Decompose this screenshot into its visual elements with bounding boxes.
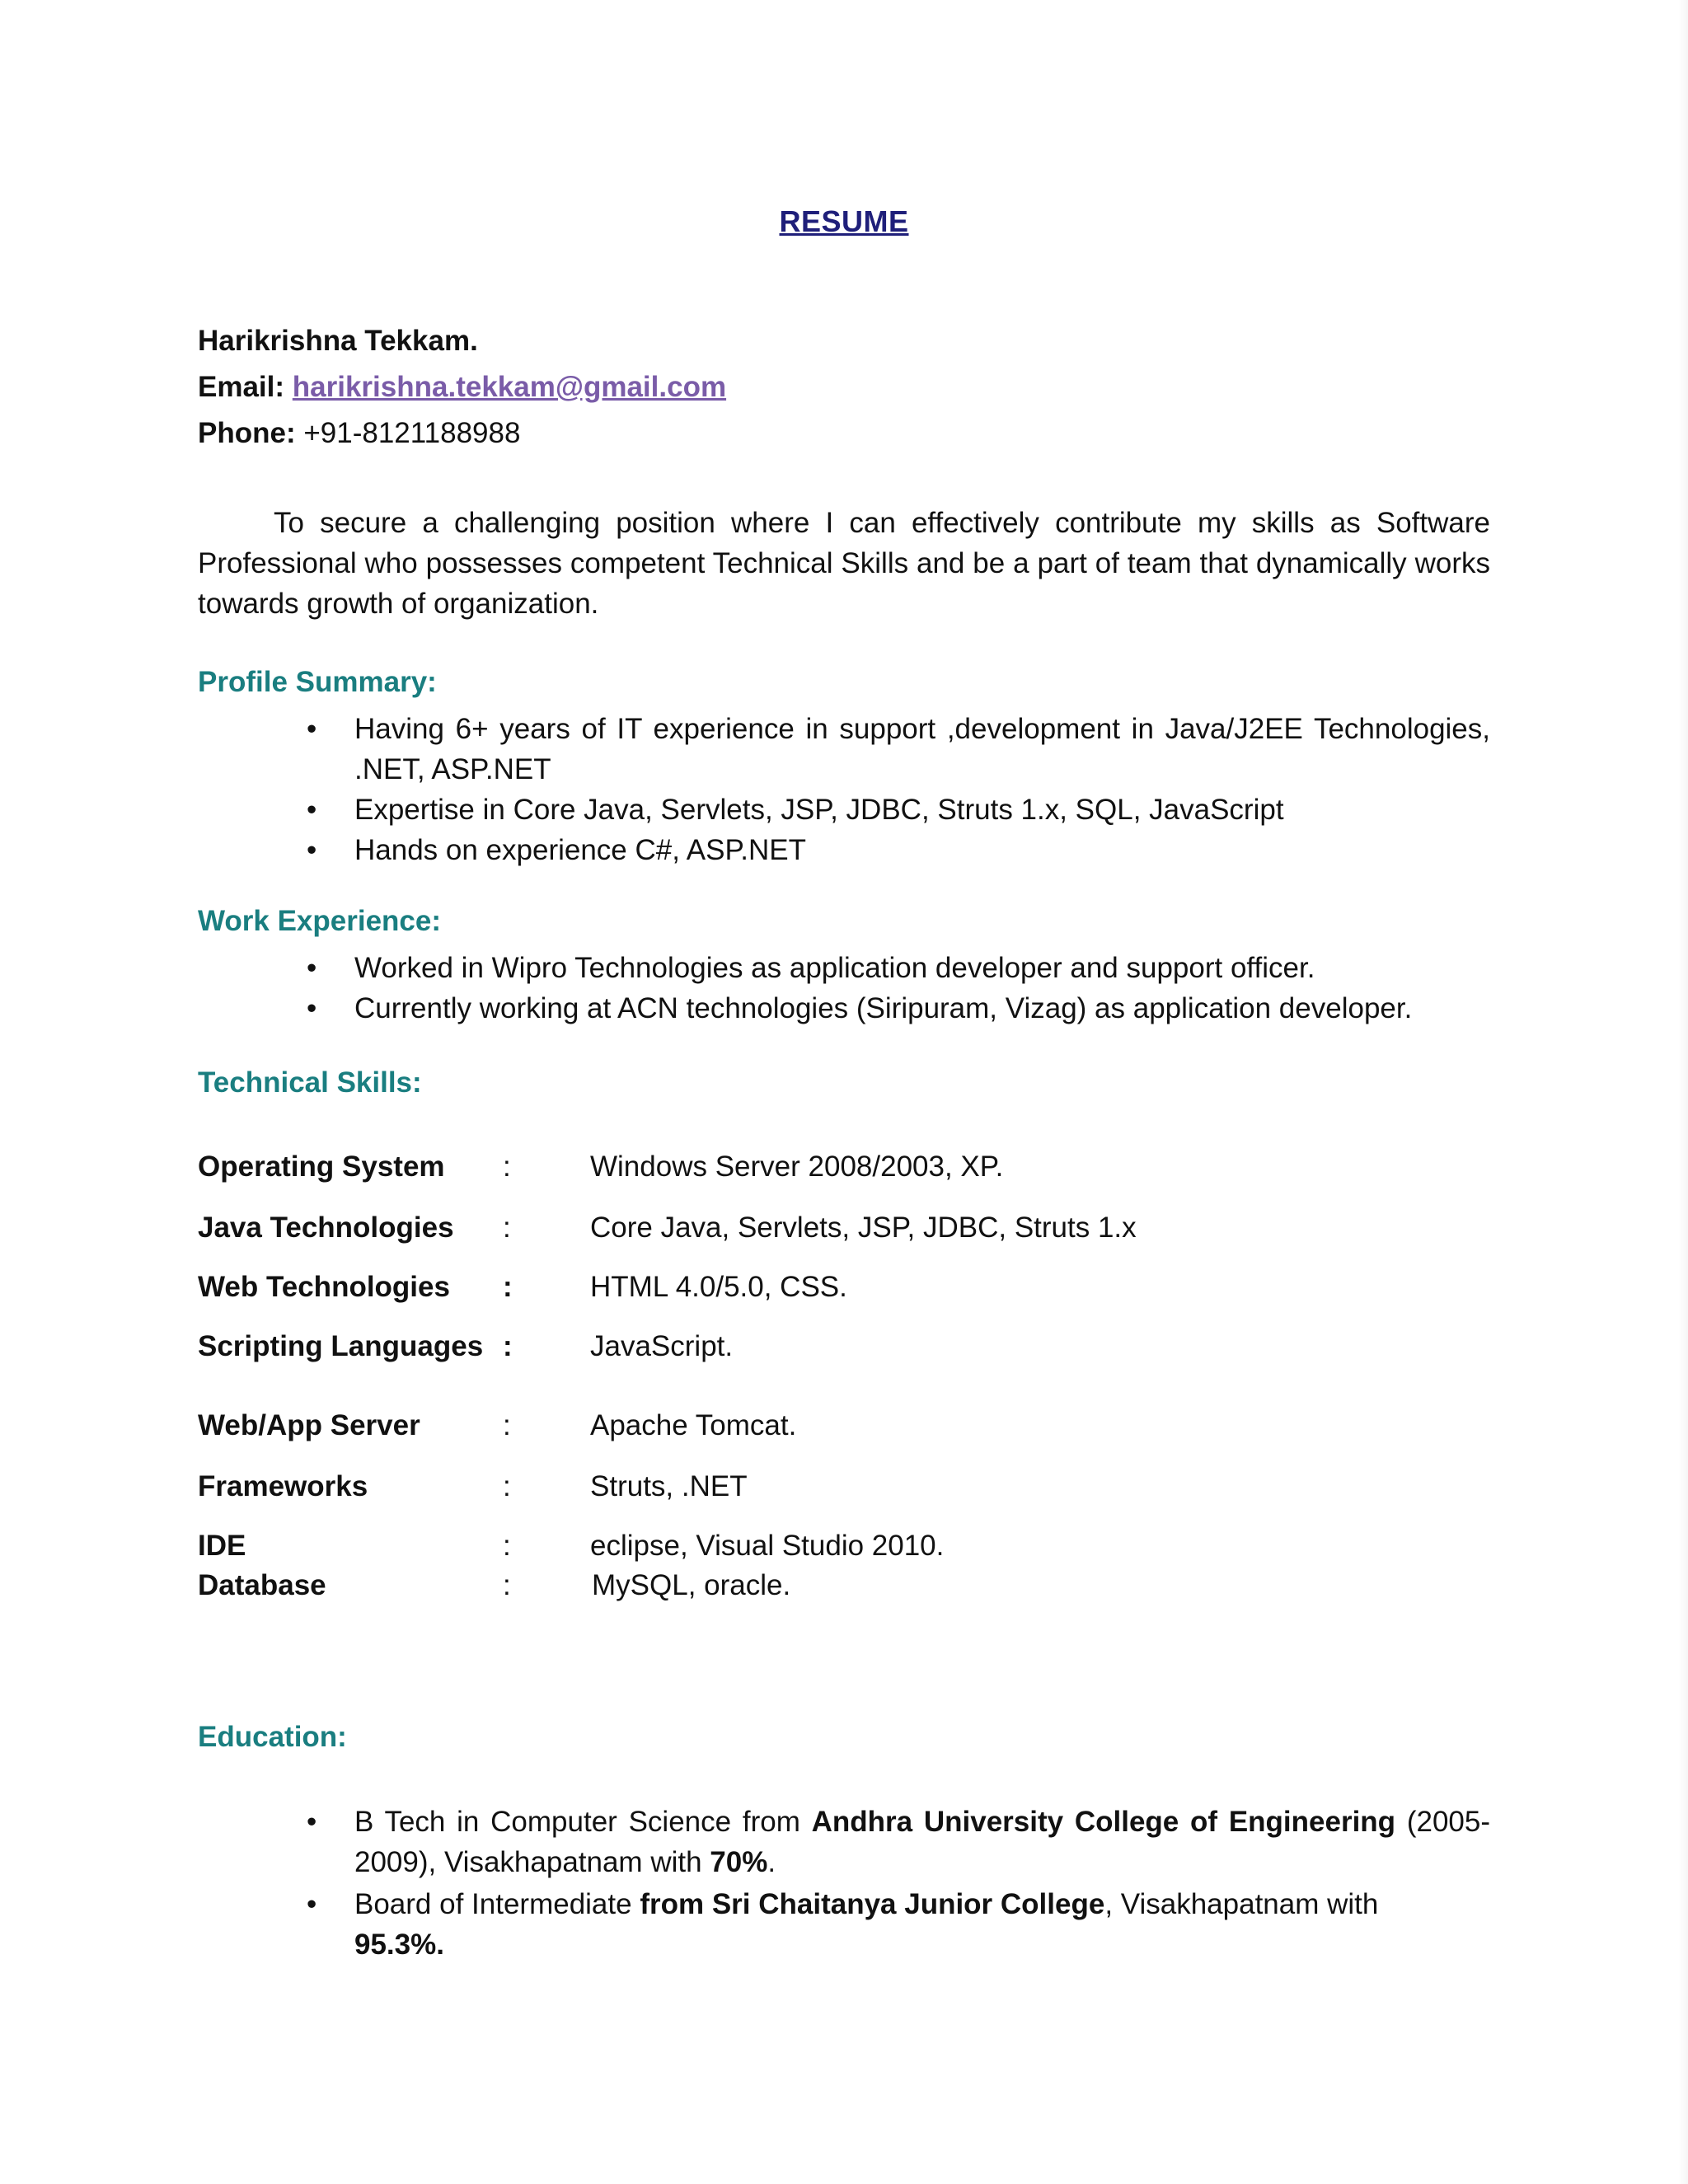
- skill-row: [198, 1409, 1434, 1451]
- bullet-icon: •: [307, 1888, 317, 1920]
- phone-line: [198, 410, 726, 457]
- skill-value: JavaScript.: [590, 1330, 734, 1362]
- bullet-icon: •: [307, 794, 317, 826]
- phone-label: Phone:: [198, 417, 296, 449]
- skill-row: [198, 1530, 1434, 1571]
- email-line: [198, 364, 726, 410]
- skill-row: [198, 1569, 1434, 1610]
- skill-label: Web Technologies: [198, 1271, 450, 1303]
- edu-text: (2005-2009), Visakhapatnam with: [354, 1806, 1490, 1878]
- skill-colon: :: [503, 1409, 511, 1441]
- list-item: [198, 830, 1490, 870]
- skill-value: HTML 4.0/5.0, CSS.: [590, 1271, 847, 1303]
- technical-skills-heading: Technical Skills:: [198, 1066, 422, 1099]
- skill-label: Frameworks: [198, 1470, 368, 1502]
- skill-label: Database: [198, 1569, 326, 1601]
- skill-row: [198, 1212, 1434, 1253]
- edu-text: , Visakhapatnam with: [1104, 1888, 1379, 1920]
- list-item: [198, 948, 1490, 988]
- contact-block: [198, 318, 726, 457]
- skill-row: [198, 1151, 1434, 1192]
- education-list: [198, 1802, 1490, 1965]
- list-item-text: Worked in Wipro Technologies as application developer and support officer.: [354, 952, 1315, 984]
- edu-text: .: [767, 1846, 776, 1878]
- skill-row: [198, 1271, 1434, 1312]
- email-link[interactable]: harikrishna.tekkam@gmail.com: [292, 371, 727, 403]
- profile-summary-list: [198, 709, 1490, 870]
- skill-label: Web/App Server: [198, 1409, 420, 1441]
- skill-colon: :: [503, 1569, 511, 1601]
- list-item-text: Expertise in Core Java, Servlets, JSP, JDBC, Struts 1.x, SQL, JavaScript: [354, 794, 1284, 826]
- objective-paragraph: To secure a challenging position where I can effectively contribute my skills as Software Professional who possesses competent Technical Skills and be a part of team that dynamically works towards growth of organization.: [198, 507, 1490, 620]
- skill-value: Windows Server 2008/2003, XP.: [590, 1151, 1004, 1183]
- edu-grade: 70%: [710, 1846, 768, 1878]
- skill-row: [198, 1330, 1434, 1371]
- bullet-icon: •: [307, 1806, 317, 1838]
- skill-colon: :: [503, 1530, 511, 1562]
- document-title: RESUME: [779, 204, 909, 238]
- list-item: [198, 988, 1490, 1029]
- list-item-text: Having 6+ years of IT experience in support ,development in Java/J2EE Technologies, .NET, ASP.NET: [354, 713, 1490, 785]
- skill-value: Struts, .NET: [590, 1470, 748, 1502]
- phone-value: +91-8121188988: [303, 417, 521, 449]
- list-item: [198, 709, 1490, 790]
- edu-grade: 95.3%.: [354, 1929, 444, 1961]
- list-item: [198, 1884, 1490, 1965]
- bullet-icon: •: [307, 992, 317, 1024]
- edu-institution: Andhra University College of Engineering: [811, 1806, 1396, 1838]
- skill-value: Apache Tomcat.: [590, 1409, 797, 1441]
- skill-label: Java Technologies: [198, 1212, 454, 1244]
- bullet-icon: •: [307, 952, 317, 984]
- bullet-icon: •: [307, 713, 317, 745]
- skill-colon: :: [503, 1151, 511, 1183]
- skill-value: Core Java, Servlets, JSP, JDBC, Struts 1.x: [590, 1212, 1137, 1244]
- skill-colon: :: [503, 1271, 513, 1303]
- skill-label: Scripting Languages: [198, 1330, 484, 1362]
- edu-text: Board of Intermediate: [354, 1888, 640, 1920]
- list-item-text: Currently working at ACN technologies (Siripuram, Vizag) as application developer.: [354, 992, 1413, 1024]
- skill-value: eclipse, Visual Studio 2010.: [590, 1530, 945, 1562]
- skill-label: Operating System: [198, 1151, 445, 1183]
- edu-institution: from Sri Chaitanya Junior College: [640, 1888, 1105, 1920]
- candidate-name: Harikrishna Tekkam.: [198, 325, 478, 357]
- skill-value: MySQL, oracle.: [592, 1569, 791, 1601]
- profile-summary-heading: Profile Summary:: [198, 666, 437, 698]
- list-item-text: Hands on experience C#, ASP.NET: [354, 834, 807, 866]
- education-heading: Education:: [198, 1721, 347, 1753]
- edu-text: B Tech in Computer Science from: [354, 1806, 812, 1838]
- scan-edge-shadow: [1678, 0, 1688, 2184]
- list-item: [198, 1802, 1490, 1882]
- skill-row: [198, 1470, 1434, 1511]
- skill-label: IDE: [198, 1530, 246, 1562]
- work-experience-list: [198, 948, 1490, 1029]
- work-experience-heading: Work Experience:: [198, 905, 442, 937]
- list-item: [198, 790, 1490, 830]
- skill-colon: :: [503, 1470, 511, 1502]
- email-label: Email:: [198, 371, 285, 403]
- skill-colon: :: [503, 1212, 511, 1244]
- bullet-icon: •: [307, 834, 317, 866]
- skill-colon: :: [503, 1330, 513, 1362]
